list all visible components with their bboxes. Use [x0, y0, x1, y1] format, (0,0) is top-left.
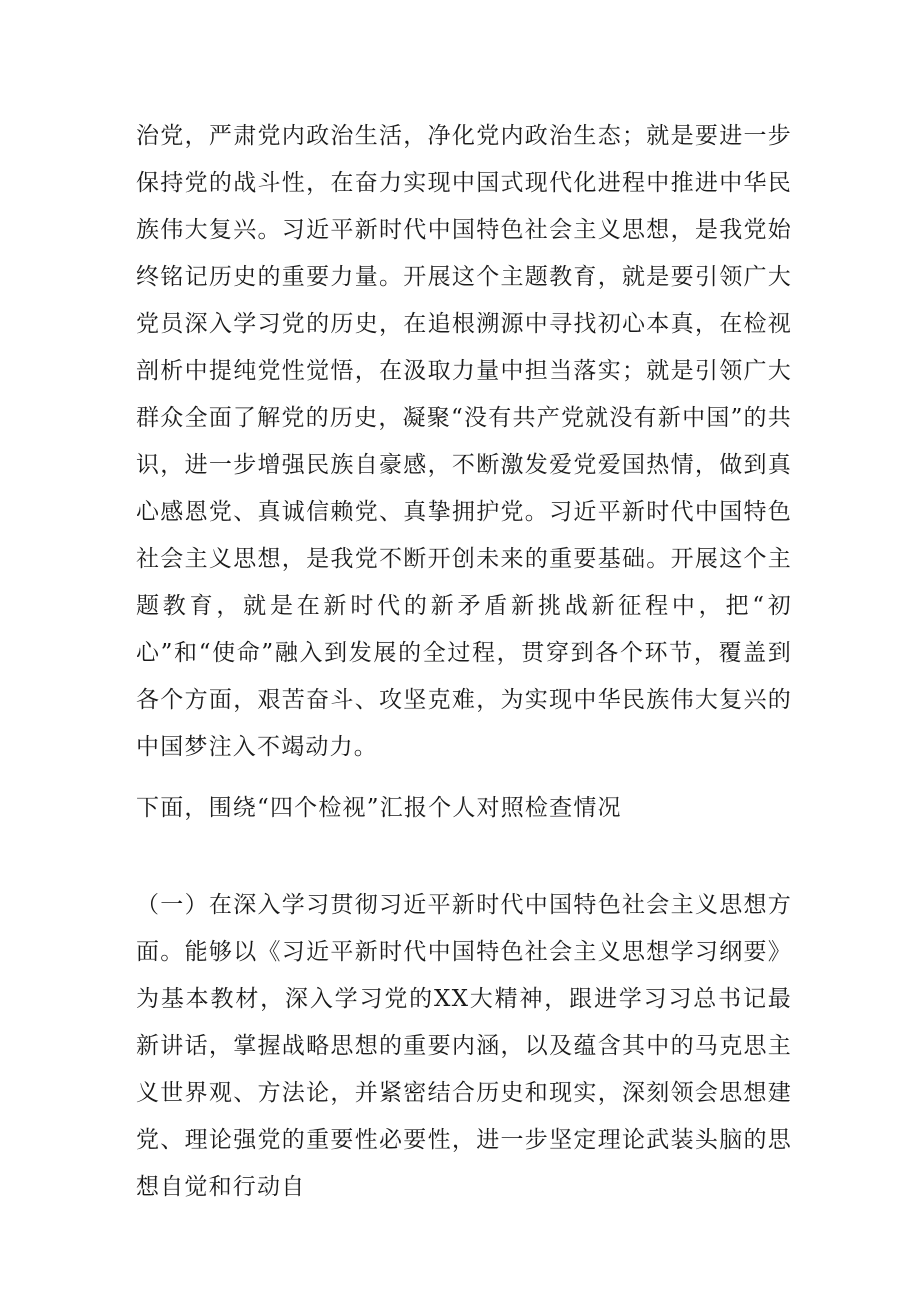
body-paragraph-1: 治党，严肃党内政治生活，净化党内政治生态；就是要进一步保持党的战斗性，在奋力实现中国式现代化进程中推进中华民族伟大复兴。习近平新时代中国特色社会主义思想，是我党始终铭记历史的重要力量。开展这个主题教育，就是要引领广大党员深入学习党的历史，在追根溯源中寻找初心本真，在检视剖析中提纯党性觉悟，在汲取力量中担当落实；就是引领广大群众全面了解党的历史，凝聚“没有共产党就没有新中国”的共识，进一步增强民族自豪感，不断激发爱党爱国热情，做到真心感恩党、真诚信赖党、真挚拥护党。习近平新时代中国特色社会主义思想，是我党不断开创未来的重要基础。开展这个主题教育，就是在新时代的新矛盾新挑战新征程中，把“初心”和“使命”融入到发展的全过程，贯穿到各个环节，覆盖到各个方面，艰苦奋斗、攻坚克难，为实现中华民族伟大复兴的中国梦注入不竭动力。 — [136, 123, 792, 760]
section-intro-paragraph: 下面，围绕“四个检视”汇报个人对照检查情况 — [136, 795, 622, 821]
section-one-paragraph: （一）在深入学习贯彻习近平新时代中国特色社会主义思想方面。能够以《习近平新时代中国特色社会主义思想学习纲要》为基本教材，深入学习党的XX大精神，跟进学习习总书记最新讲话，掌握战略思想的重要内涵，以及蕴含其中的马克思主义世界观、方法论，并紧密结合历史和现实，深刻领会思想建党、理论强党的重要性必要性，进一步坚定理论武装头脑的思想自觉和行动自 — [136, 892, 792, 1200]
